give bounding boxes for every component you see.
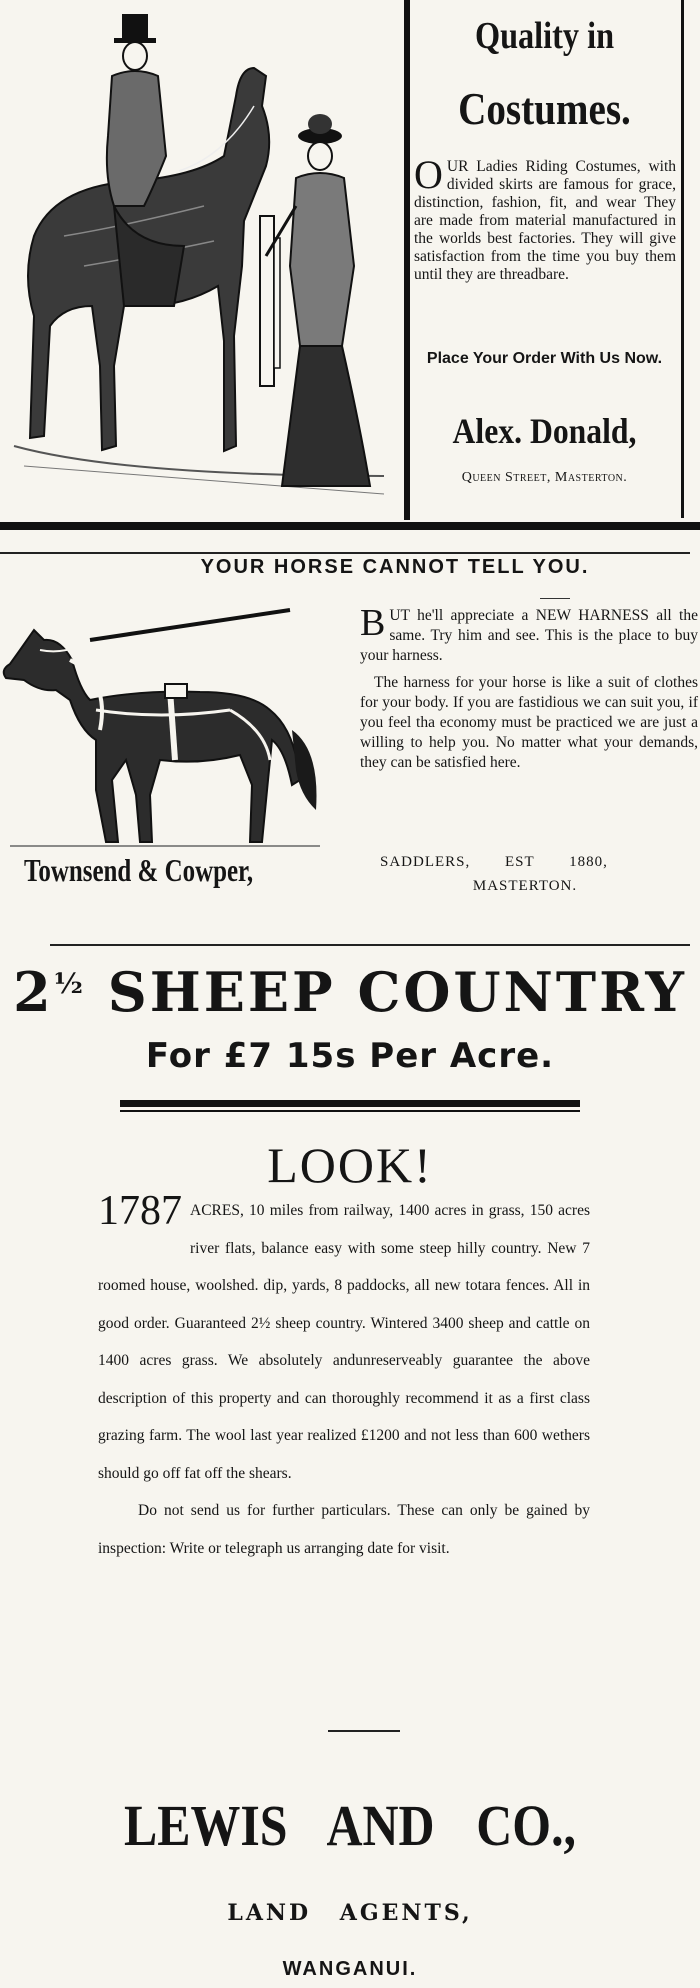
harness-trade-line: SADDLERS, EST 1880, [380,854,608,870]
harness-paragraph-1-text: UT he'll appreciate a NEW HARNESS all the same. Try him and see. This is the place to buy your harness. [360,607,698,664]
harness-small-rule [540,598,570,599]
land-headline-fraction: ½ [53,967,86,1000]
harness-paragraph-2: The harness for your horse is like a suit of clothes for your body. If you are fastidious we can suit you, if you feel tha economy must be practiced we are just a willing to help you. No matter what your demands, they can be satisfied here. [360,674,698,771]
harnessed-horse-illustration [0,580,330,850]
costumes-merchant-name: Alex. Donald, [452,411,637,451]
harness-dropcap: B [360,602,386,644]
costumes-title-line2: Costumes. [458,83,631,134]
harness-paragraph-1 [360,602,698,666]
section-divider-thick [0,522,700,530]
costumes-title-line1: Quality in [474,15,615,57]
costumes-body [414,152,676,284]
harness-bottom-rule [50,944,690,946]
harness-top-rule [0,552,690,554]
land-subheadline: For £7 15s Per Acre. [145,1036,555,1076]
land-firm-town: WANGANUI. [282,1958,418,1980]
land-headline-text: SHEEP COUNTRY [107,960,687,1024]
costumes-call-to-action: Place Your Order With Us Now. [426,350,663,367]
land-rule-thick [120,1100,580,1107]
costumes-address: Queen Street, Masterton. [461,470,628,485]
land-firm-role: LAND AGENTS, [227,1900,473,1926]
harness-headline: YOUR HORSE CANNOT TELL YOU. [200,556,590,578]
harness-body [360,602,698,780]
land-paragraph-1 [98,1188,590,1492]
land-headline-number: 2 [13,960,54,1024]
land-middle-rule [328,1730,400,1732]
harness-merchant-name: Townsend & Cowper, [24,852,254,888]
costumes-body-text: UR Ladies Riding Costumes, with divided skirts are famous for grace, distinction, fashion, fit, and wear They are made from material manufactured in the worlds best factories. They will give satisfaction from the time you buy them until they are threadbare. [414,158,676,283]
riding-ladies-illustration [4,6,400,506]
harness-town: MASTERTON. [472,878,578,894]
costumes-advertisement [0,0,700,528]
costumes-text-box [408,0,684,518]
land-look-heading: LOOK! [267,1137,433,1193]
land-paragraph-1-text: ACRES, 10 miles from railway, 1400 acres in grass, 150 acres river flats, balance easy with some steep hilly country. New 7 roomed house, woolshed. dip, yards, 8 paddocks, all new totara fences. All in good order. Guaranteed 2½ sheep country. Wintered 3400 sheep and cattle on 1400 acres grass. We absolutely andunreserveably guarantee the above description of this property and can thoroughly recommend it as a first class grazing farm. The wool last year realized £1200 and not less than 600 wethers should go off fat off the shears. [98,1202,590,1482]
land-body [98,1188,590,1567]
costumes-dropcap: O [414,152,443,197]
land-paragraph-2: Do not send us for further particulars. These can only be gained by inspection: Write or telegraph us arranging date for visit. [98,1502,590,1557]
land-headline [0,960,700,1024]
land-rule-thin [120,1110,580,1112]
land-acreage-number: 1787 [98,1188,182,1234]
land-firm-name: LEWIS AND CO., [123,1793,577,1858]
